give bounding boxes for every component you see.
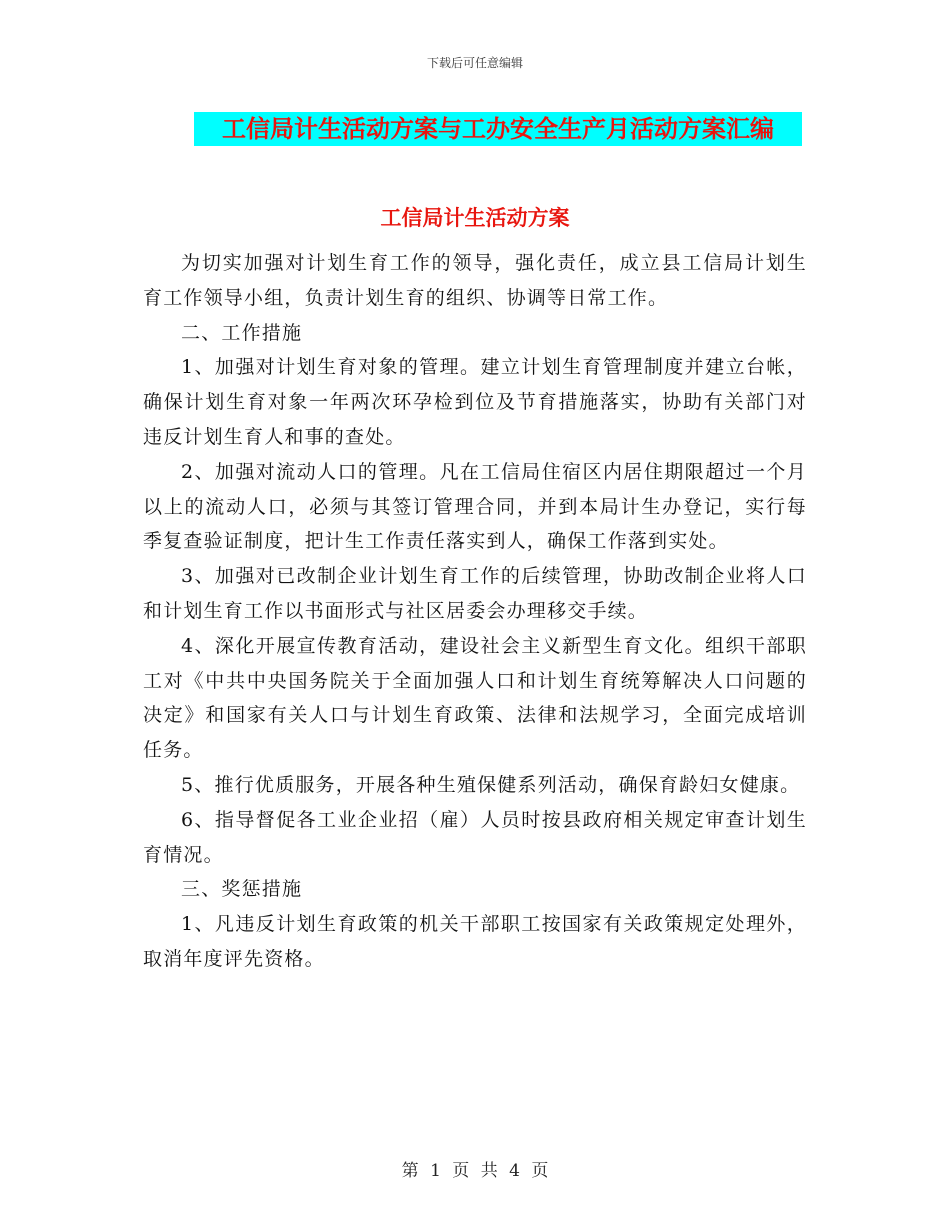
document-title: 工信局计生活动方案与工办安全生产月活动方案汇编: [194, 112, 802, 146]
paragraph: 1、凡违反计划生育政策的机关干部职工按国家有关政策规定处理外，取消年度评先资格。: [143, 913, 807, 970]
paragraph: 3、加强对已改制企业计划生育工作的后续管理，协助改制企业将人口和计划生育工作以书面形式与社区居委会办理移交手续。: [143, 565, 807, 622]
section-title: 工信局计生活动方案: [380, 206, 570, 230]
document-body: [143, 246, 807, 977]
page-number: 第 1 页 共 4 页: [401, 1161, 549, 1181]
header-note: 下载后可任意编辑: [426, 56, 523, 70]
paragraph: 二、工作措施: [181, 321, 303, 344]
paragraph: 1、加强对计划生育对象的管理。建立计划生育管理制度并建立台帐，确保计划生育对象一年两次环孕检到位及节育措施落实，协助有关部门对违反计划生育人和事的查处。: [143, 356, 807, 448]
paragraph: 为切实加强对计划生育工作的领导，强化责任，成立县工信局计划生育工作领导小组，负责计划生育的组织、协调等日常工作。: [143, 252, 807, 309]
paragraph: 6、指导督促各工业企业招（雇）人员时按县政府相关规定审查计划生育情况。: [143, 808, 807, 866]
paragraph: 三、奖惩措施: [181, 878, 303, 901]
paragraph: 5、推行优质服务，开展各种生殖保健系列活动，确保育龄妇女健康。: [181, 773, 801, 796]
paragraph: 2、加强对流动人口的管理。凡在工信局住宿区内居住期限超过一个月以上的流动人口，必须与其签订管理合同，并到本局计生办登记，实行每季复查验证制度，把计生工作责任落实到人，确保工作落到实处。: [143, 460, 807, 553]
paragraph: 4、深化开展宣传教育活动，建设社会主义新型生育文化。组织干部职工对《中共中央国务院关于全面加强人口和计划生育统筹解决人口问题的决定》和国家有关人口与计划生育政策、法律和法规学习，全面完成培训任务。: [143, 634, 807, 762]
